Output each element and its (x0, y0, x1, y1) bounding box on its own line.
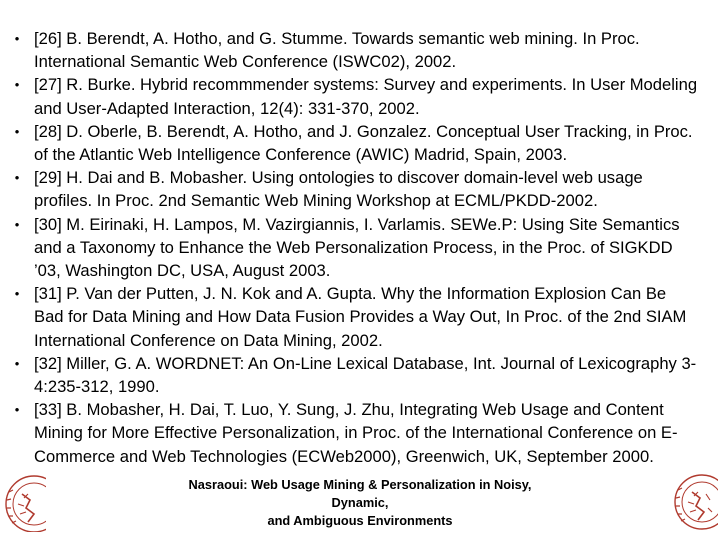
reference-item (10, 213, 700, 283)
bullet-icon: • (14, 77, 20, 93)
reference-text: [26] B. Berendt, A. Hotho, and G. Stumme. Towards semantic web mining. In Proc. International Semantic Web Conference (ISWC02), 2002. (34, 29, 640, 72)
reference-text: [28] D. Oberle, B. Berendt, A. Hotho, and J. Gonzalez. Conceptual User Tracking, in Proc. of the Atlantic Web Intelligence Conference (AWIC) Madrid, Spain, 2003. (34, 121, 693, 165)
slide-footer (160, 476, 560, 530)
reference-text: [32] Miller, G. A. WORDNET: An On-Line Lexical Database, Int. Journal of Lexicography 3-4:235-312, 1990. (34, 353, 697, 397)
reference-item (10, 120, 700, 166)
footer-line-1: Nasraoui: Web Usage Mining & Personalization in Noisy, Dynamic, (188, 477, 532, 510)
university-seal-left-icon (0, 470, 46, 532)
reference-item (10, 398, 700, 468)
reference-text: [33] B. Mobasher, H. Dai, T. Luo, Y. Sung, J. Zhu, Integrating Web Usage and Content Mining for More Effective Personalization, in Proc. of the International Conference on E-Commerce and Web Technologies (ECWeb2000), Greenwich, UK, September 2000. (34, 400, 678, 466)
bullet-icon: • (14, 355, 20, 371)
bullet-icon: • (14, 170, 20, 186)
reference-item (10, 282, 700, 352)
reference-item (10, 166, 700, 212)
reference-item (10, 352, 700, 398)
reference-text: [30] M. Eirinaki, H. Lampos, M. Vazirgiannis, I. Varlamis. SEWe.P: Using Site Semantics and a Taxonomy to Enhance the Web Personalization Process, in the Proc. of SIGKDD ’03, Washington DC, USA, August 2003. (34, 214, 680, 281)
bullet-icon: • (14, 402, 20, 418)
bullet-icon: • (14, 123, 20, 139)
reference-text: [29] H. Dai and B. Mobasher. Using ontologies to discover domain-level web usage profiles. In Proc. 2nd Semantic Web Mining Workshop at ECML/PKDD-2002. (34, 168, 643, 211)
footer-line-2: and Ambiguous Environments (267, 513, 453, 528)
bullet-icon: • (14, 216, 20, 232)
reference-item (10, 73, 700, 119)
reference-text: [31] P. Van der Putten, J. N. Kok and A. Gupta. Why the Information Explosion Can Be Bad for Data Mining and How Data Fusion Provides a Way Out, In Proc. of the 2nd SIAM International Conference on Data Mining, 2002. (34, 284, 687, 350)
bullet-icon: • (14, 31, 20, 46)
university-seal-right-icon (672, 468, 718, 530)
reference-list (10, 27, 700, 468)
reference-text: [27] R. Burke. Hybrid recommmender systems: Survey and experiments. In User Modeling and User-Adapted Interaction, 12(4): 331-370, 2002. (34, 75, 698, 118)
bullet-icon: • (14, 286, 20, 302)
reference-item (10, 27, 700, 73)
